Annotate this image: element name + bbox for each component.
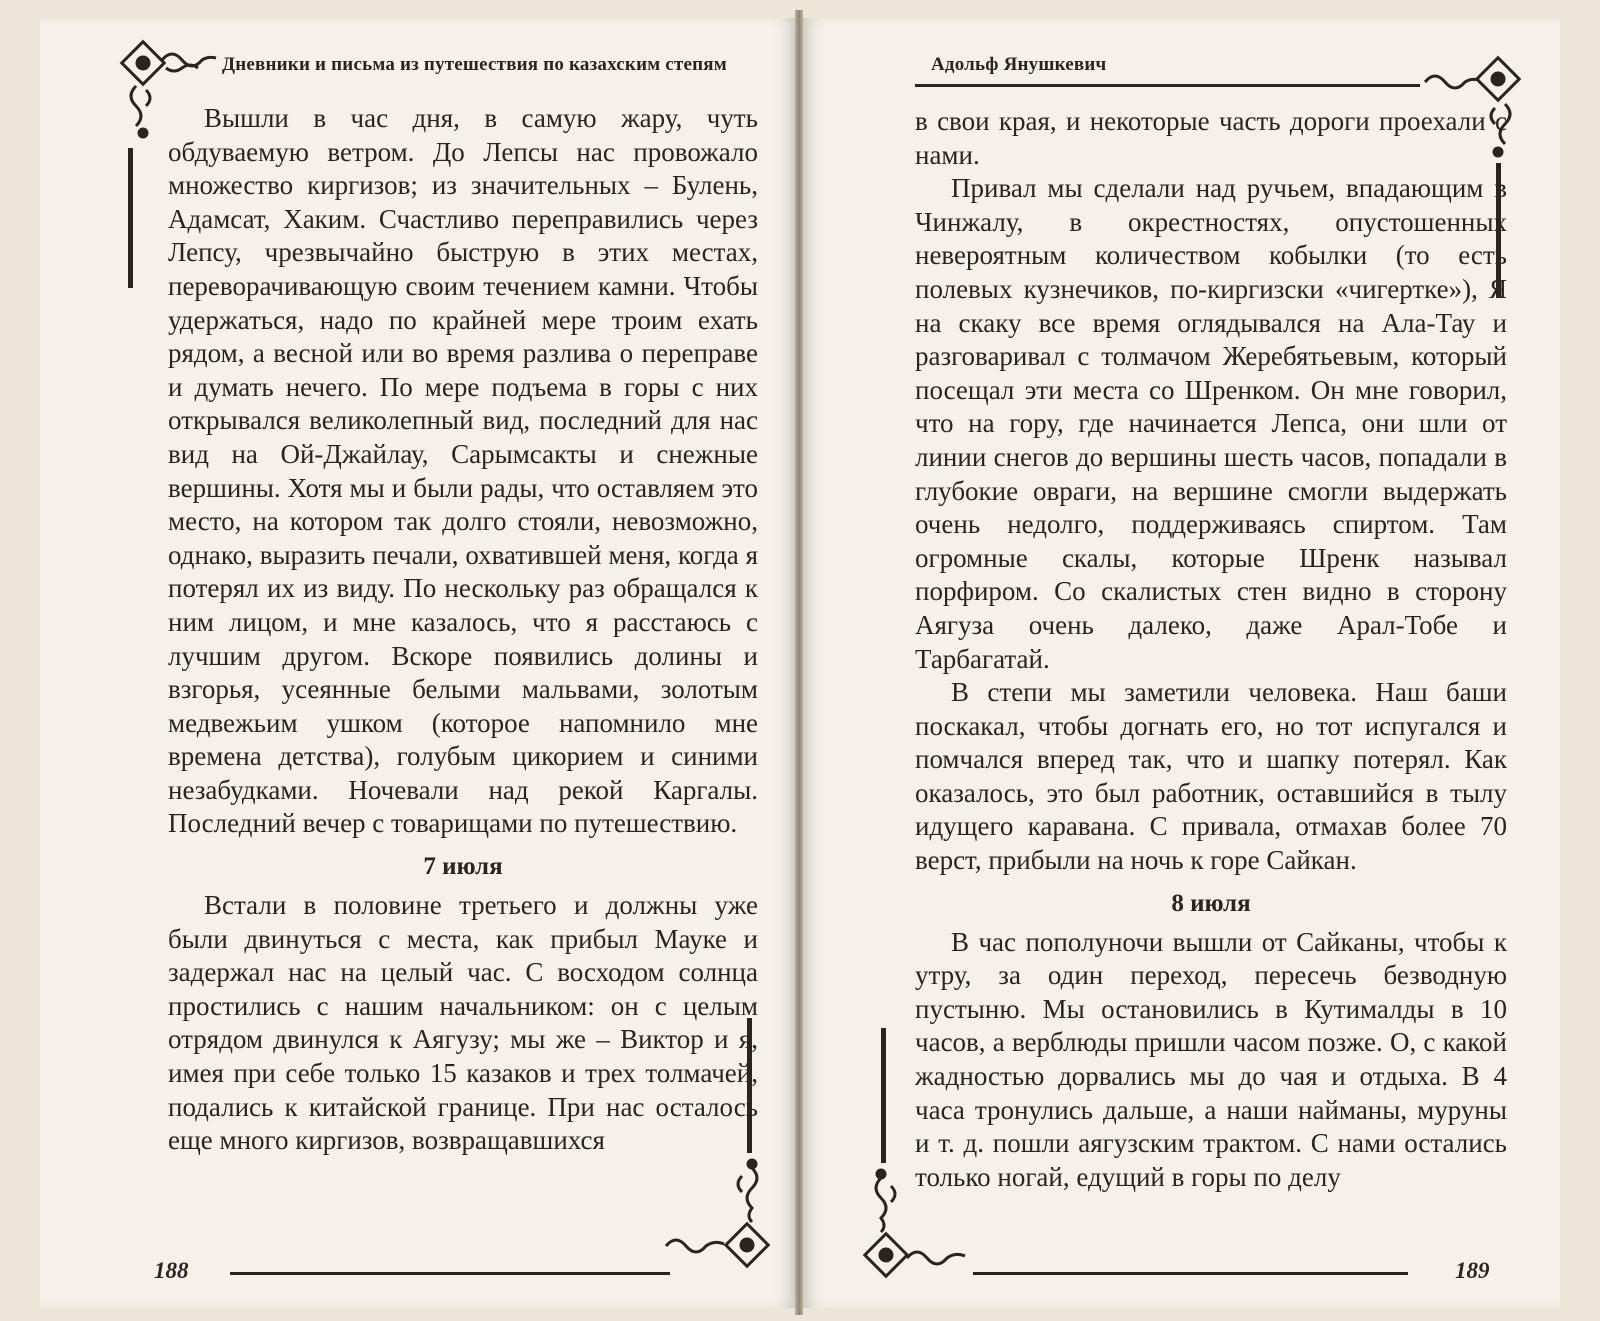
corner-ornament-bottom-right-icon [662, 1158, 777, 1273]
book-gutter [795, 10, 803, 1315]
body-paragraph: Вышли в час дня, в самую жару, чуть обдуваемую ветром. До Лепсы нас провожало множество киргизов; из значительных – Булень, Адамсат, Хаким. Счастливо переправились через Лепсу, чрезвычайно быструю в этих местах, переворачивающую своим течением камни. Чтобы удержаться, надо по крайней мере троим ехать рядом, а весной или во время разлива о переправе и думать нечего. По мере подъема в горы с них открывался великолепный вид, последний для нас вид на Ой-Джайлау, Сарымсакты и снежные вершины. Хотя мы и были рады, что оставляем это место, на котором так долго стояли, невозможно, однако, выразить печали, охватившей меня, когда я потерял их из виду. По нескольку раз обращался к ним лицом, и мне казалось, что я расстаюсь с лучшим другом. Вскоре появились долины и взгорья, усеянные белыми мальвами, золотым медвежьим ушком (которое напомнило мне времена детства), голубым цикорием и синими незабудками. Ночевали над рекой Каргалы. Последний вечер с товарищами по путешествию. [168, 103, 758, 839]
page-number: 188 [154, 1258, 189, 1283]
body-paragraph: Привал мы сделали над ручьем, впадающим в Чинжалу, в окрестностях, опустошенных невероятным количеством кобылки (то есть полевых кузнечиков, по-киргизски «чигертке»), Я на скаку все время оглядывался на Ала-Тау и разговаривал с толмачом Жеребятьевым, который посещал эти места со Шренком. Он мне говорил, что на гору, где начинается Лепса, они шли от линии снегов до вершины шесть часов, попадали в глубокие овраги, на вершине смогли выдержать очень недолго, поддерживаясь спиртом. Там огромные скалы, которые Шренк называл порфиром. Со скалистых стен видно в сторону Аягуза очень далеко, даже Арал-Тобе и Тарбагатай. [915, 173, 1507, 674]
header-rule [915, 84, 1420, 87]
left-vertical-rule-top [128, 148, 133, 288]
date-heading: 8 июля [1171, 889, 1251, 917]
date-heading: 7 июля [423, 853, 503, 881]
footer-rule [230, 1272, 670, 1275]
body-paragraph: В степи мы заметили человека. Наш баши поскакал, чтобы догнать его, но тот испугался и помчался вперед так, что и шапку потерял. Как оказалось, это был работник, оставшийся в тылу идущего каравана. С привала, отмахав более 70 верст, прибыли на ночь к горе Сайкан. [915, 677, 1507, 876]
body-paragraph: В час пополуночи вышли от Сайканы, чтобы к утру, за один переход, пересечь безводную пустыню. Мы остановились в Кутималды в 10 часов, а верблюды пришли часом позже. О, с какой жадностью дорвались мы до чая и отдыха. В 4 часа тронулись дальше, а наши найманы, муруны и т. д. пошли аягузским трактом. С нами остались только ногай, едущий в горы по делу [915, 926, 1507, 1192]
running-head: Адольф Янушкевич [931, 54, 1107, 75]
left-page [40, 18, 795, 1308]
running-head: Дневники и письма из путешествия по казахским степям [222, 54, 727, 75]
right-vertical-rule-bottom [881, 1028, 886, 1163]
page-number: 189 [1455, 1258, 1490, 1283]
left-page-body [168, 102, 758, 1158]
right-page [803, 18, 1560, 1308]
body-paragraph: Встали в половине третьего и должны уже были двинуться с места, как прибыл Мауке и задержал нас на целый час. С восходом солнца простились с нашим начальником: он с целым отрядом двинулся к Аягузу; мы же – Виктор и я, имея при себе только 15 казаков и трех толмачей, подались к китайской границе. При нас осталось еще много киргизов, возвращавшихся [168, 890, 758, 1156]
footer-rule [973, 1272, 1408, 1275]
body-paragraph: в свои края, и некоторые часть дороги проехали с нами. [915, 106, 1507, 170]
right-page-body [915, 105, 1507, 1194]
